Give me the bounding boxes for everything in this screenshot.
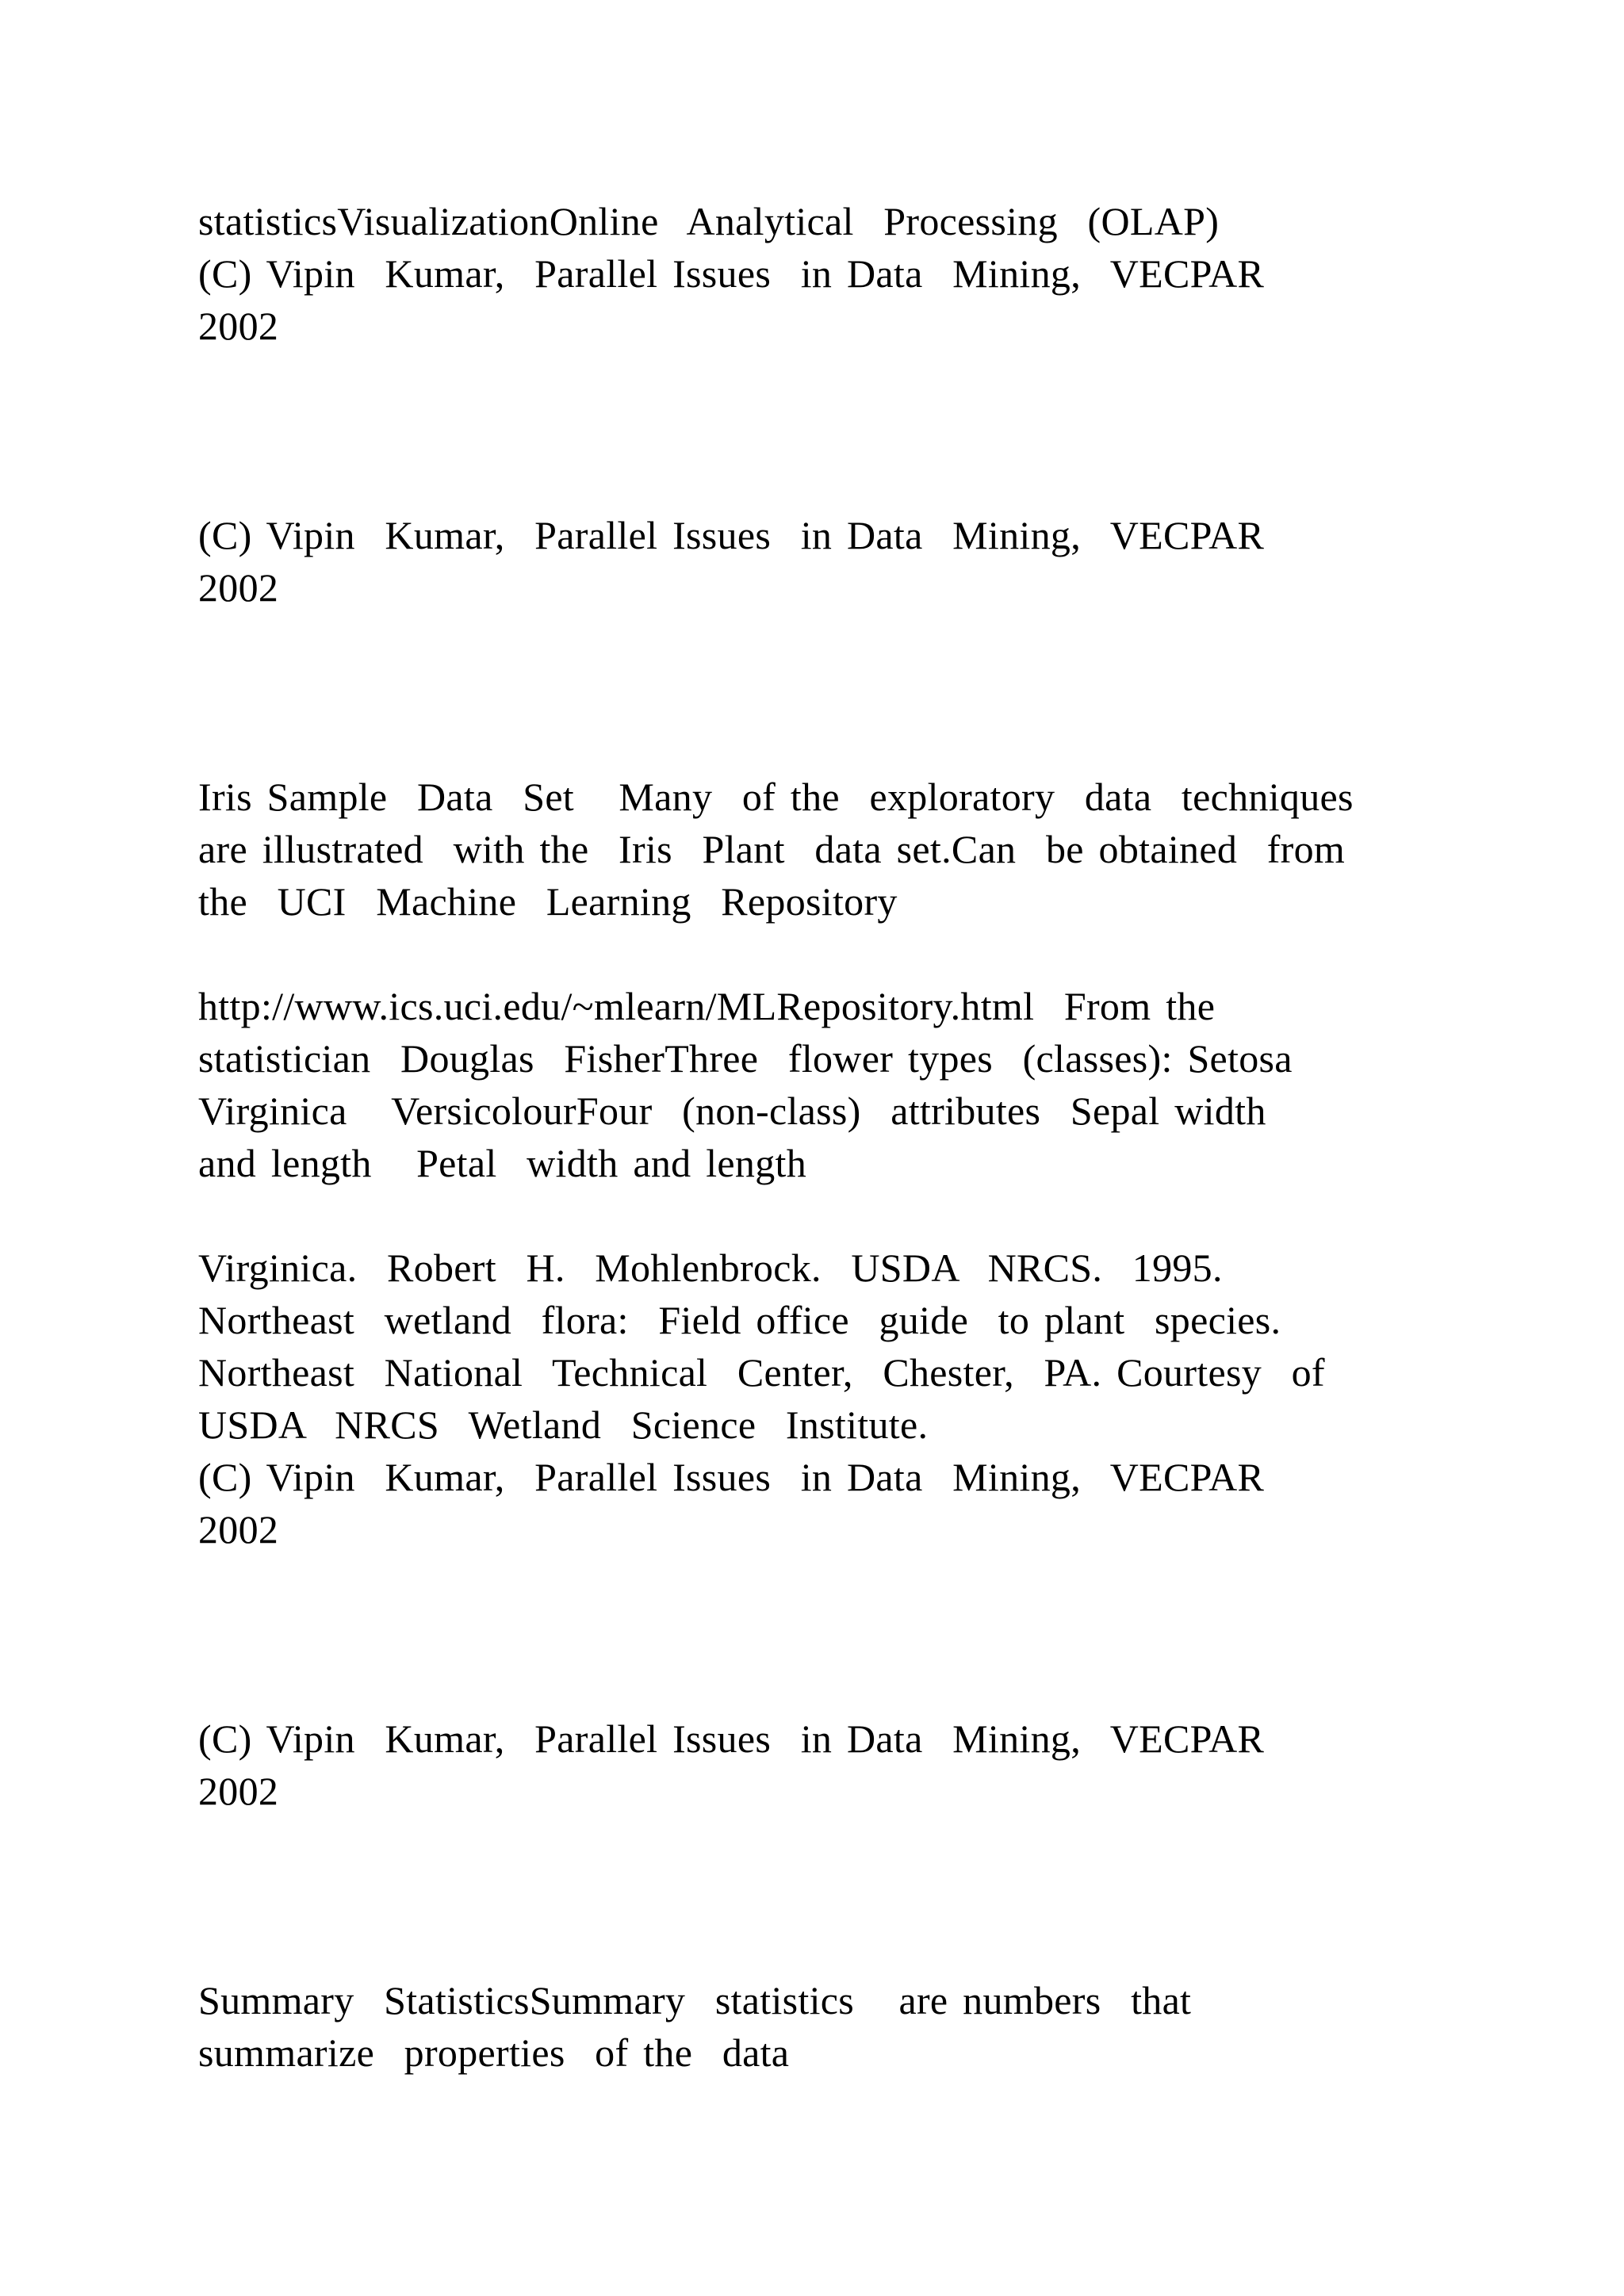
text-line: 2002 — [198, 304, 279, 348]
text-line: (C) Vipin Kumar, Parallel Issues in Data Mining, VECPAR — [198, 251, 1265, 296]
text-line: are illustrated with the Iris Plant data set.Can be obtained from — [198, 827, 1346, 871]
text-line: Iris Sample Data Set Many of the exploratory data techniques — [198, 775, 1354, 819]
text-line: (C) Vipin Kumar, Parallel Issues in Data Mining, VECPAR — [198, 1716, 1265, 1761]
text-line: http://www.ics.uci.edu/~mlearn/MLRepository.html From the — [198, 984, 1216, 1028]
text-line: and length Petal width and length — [198, 1141, 807, 1185]
text-line: (C) Vipin Kumar, Parallel Issues in Data Mining, VECPAR — [198, 513, 1265, 557]
text-line: summarize properties of the data — [198, 2030, 790, 2075]
text-line: 2002 — [198, 565, 279, 610]
text-line: Virginica. Robert H. Mohlenbrock. USDA NRCS. 1995. — [198, 1246, 1223, 1290]
text-line: Northeast wetland flora: Field office guide to plant species. — [198, 1298, 1281, 1342]
text-line: the UCI Machine Learning Repository — [198, 879, 898, 924]
text-line: Virginica VersicolourFour (non-class) attributes Sepal width — [198, 1089, 1266, 1133]
text-line: Summary StatisticsSummary statistics are numbers that — [198, 1978, 1192, 2022]
text-line: statisticsVisualizationOnline Analytical Processing (OLAP) — [198, 199, 1220, 243]
text-line: 2002 — [198, 1507, 279, 1552]
text-line: 2002 — [198, 1769, 279, 1813]
text-line: statistician Douglas FisherThree flower types (classes): Setosa — [198, 1036, 1293, 1081]
text-line: USDA NRCS Wetland Science Institute. — [198, 1402, 929, 1447]
text-line: (C) Vipin Kumar, Parallel Issues in Data Mining, VECPAR — [198, 1455, 1265, 1499]
text-line: Northeast National Technical Center, Chester, PA. Courtesy of — [198, 1350, 1325, 1395]
